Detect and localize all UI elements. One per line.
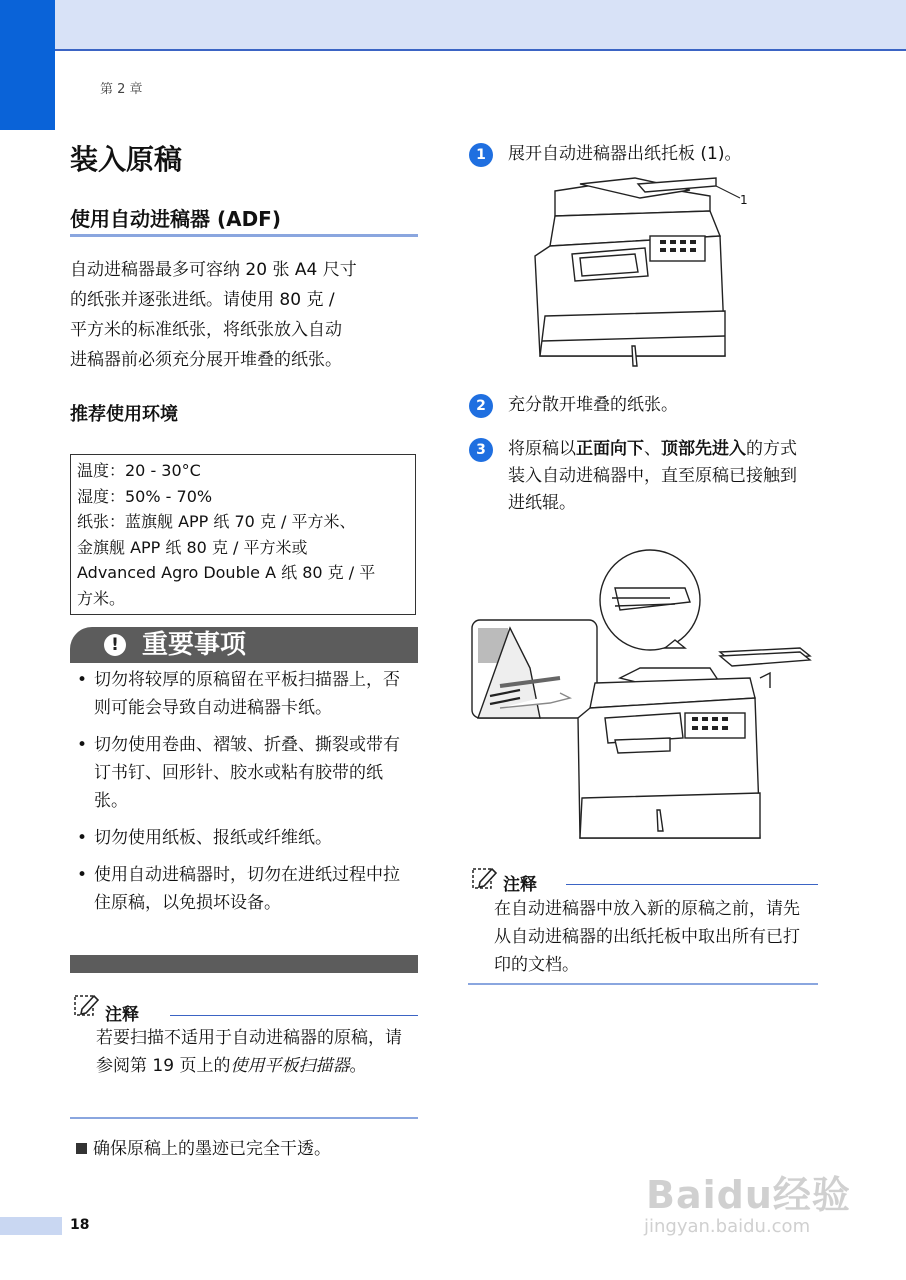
watermark-url: jingyan.baidu.com (644, 1216, 811, 1237)
note-title: 注释 (503, 875, 537, 895)
note-rule (566, 884, 818, 885)
env-box (70, 454, 416, 615)
env-line: 纸张：蓝旗舰 APP 纸 70 克 / 平方米、 (77, 512, 356, 531)
note-pencil-icon (74, 993, 100, 1017)
step-3-badge: 3 (469, 438, 493, 462)
section-rule (70, 234, 418, 237)
bullet-item: 确保原稿上的墨迹已完全干透。 (76, 1134, 331, 1159)
intro-line: 自动进稿器最多可容纳 20 张 A4 尺寸 (70, 260, 357, 280)
watermark-brand: Baidu经验 (646, 1173, 851, 1217)
step-1-badge: 1 (469, 143, 493, 167)
note-title: 注释 (105, 1005, 139, 1025)
page-number: 18 (70, 1217, 90, 1233)
figure-callout: 1 (740, 193, 748, 207)
important-title: 重要事项 (142, 630, 247, 660)
intro-line: 平方米的标准纸张，将纸张放入自动 (70, 320, 342, 340)
baidu-watermark (640, 1150, 870, 1260)
intro-line: 的纸张并逐张进纸。请使用 80 克 / (70, 290, 335, 310)
header-rule (55, 49, 906, 51)
env-line: 湿度：50% - 70% (77, 486, 213, 506)
env-line: 金旗舰 APP 纸 80 克 / 平方米或 (77, 537, 308, 557)
printer-illustration-2 (470, 548, 830, 848)
step-1-text: 展开自动进稿器出纸托板 (1)。 (508, 144, 742, 164)
note-rule (170, 1015, 418, 1016)
exclamation-icon: ! (104, 634, 126, 656)
note-link[interactable]: 使用平板扫描器 (230, 1056, 350, 1076)
env-heading: 推荐使用环境 (70, 404, 178, 425)
important-header (70, 627, 418, 663)
important-footer-bar (70, 955, 418, 973)
env-line: 方米。 (77, 588, 126, 608)
important-item: • 切勿使用卷曲、褶皱、折叠、撕裂或带有订书钉、回形针、胶水或粘有胶带的纸张。 (72, 731, 416, 815)
step-3-text: 将原稿以正面向下、顶部先进入的方式装入自动进稿器中，直至原稿已接触到进纸辊。 (508, 439, 797, 513)
note-bottom-rule (70, 1117, 418, 1119)
important-list (72, 666, 416, 926)
env-line: Advanced Agro Double A 纸 80 克 / 平 (77, 563, 376, 582)
intro-paragraph (70, 255, 420, 375)
section-title: 使用自动进稿器 (ADF) (70, 207, 281, 231)
important-item: • 使用自动进稿器时，切勿在进纸过程中拉住原稿，以免损坏设备。 (72, 861, 416, 917)
note-body: 在自动进稿器中放入新的原稿之前，请先从自动进稿器的出纸托板中取出所有已打印的文档。 (494, 899, 800, 975)
page-band (0, 1217, 62, 1235)
step-2-text: 充分散开堆叠的纸张。 (508, 395, 678, 415)
env-line: 温度：20 - 30°C (77, 461, 201, 480)
step-2-badge: 2 (469, 394, 493, 418)
important-item: • 切勿将较厚的原稿留在平板扫描器上，否则可能会导致自动进稿器卡纸。 (72, 666, 416, 722)
chapter-label: 第 2 章 (100, 82, 143, 97)
page-title: 装入原稿 (70, 143, 183, 176)
note-pencil-icon (472, 866, 498, 890)
intro-line: 进稿器前必须充分展开堆叠的纸张。 (70, 350, 342, 370)
header-band (0, 0, 906, 50)
important-item: • 切勿使用纸板、报纸或纤维纸。 (72, 824, 416, 852)
printer-illustration-1 (520, 176, 760, 376)
chapter-tab (0, 0, 55, 130)
square-bullet-icon (76, 1143, 87, 1154)
note-body: 若要扫描不适用于自动进稿器的原稿，请参阅第 19 页上的使用平板扫描器。 (96, 1028, 402, 1076)
note-bottom-rule (468, 983, 818, 985)
